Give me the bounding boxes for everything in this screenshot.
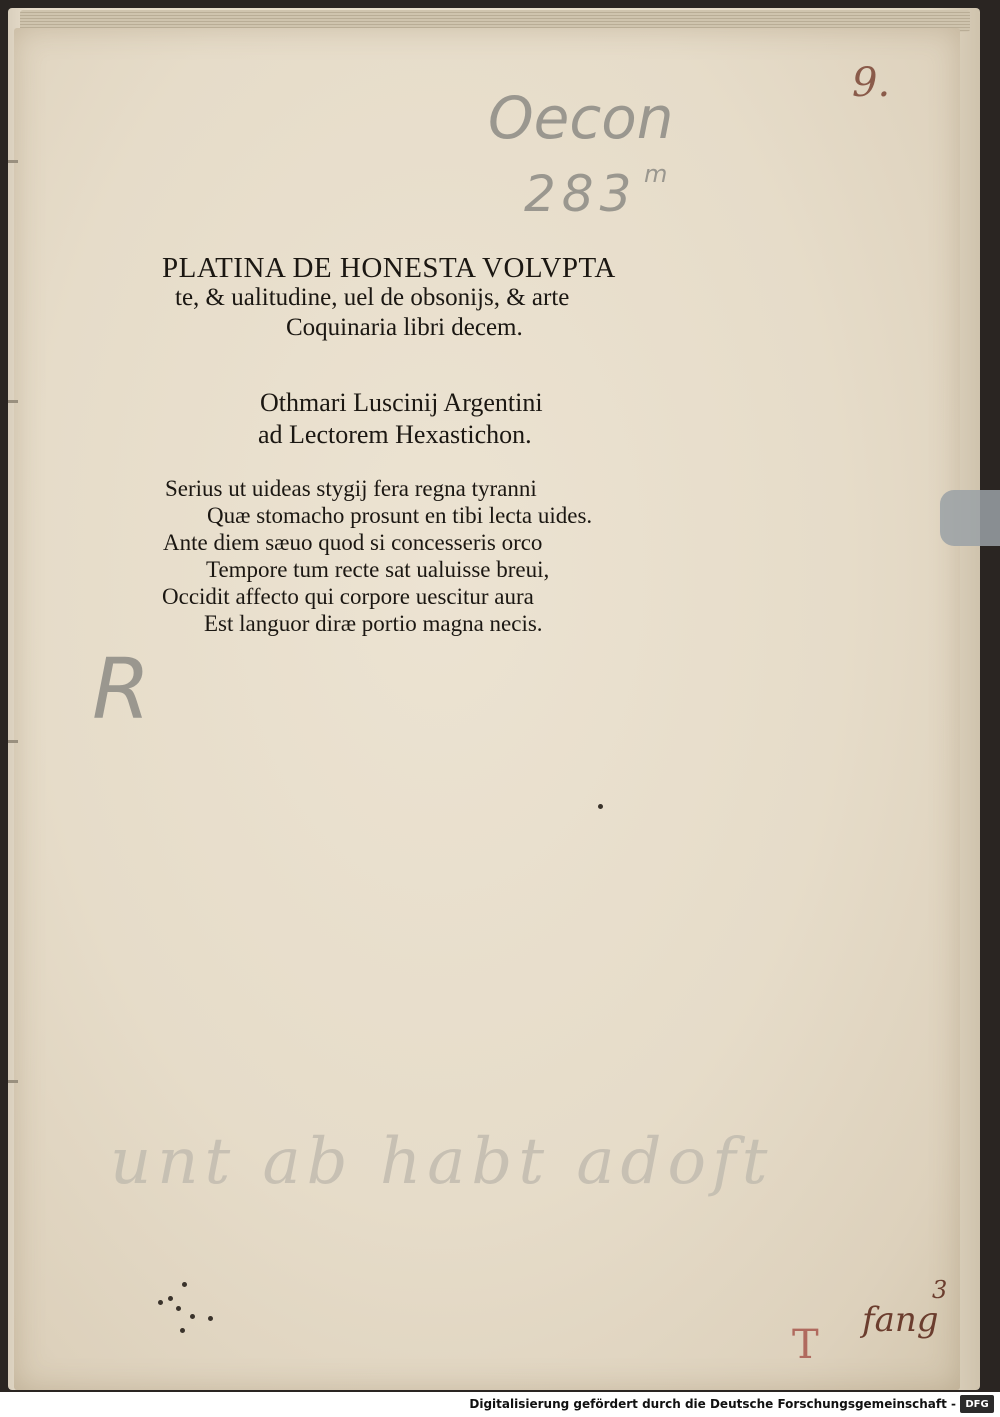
- footer-credit: Digitalisierung gefördert durch die Deutsche Forschungsgemeinschaft -: [469, 1397, 956, 1411]
- pencil-shelfmark-line1: Oecon: [488, 84, 674, 152]
- subtitle-line-2: ad Lectorem Hexastichon.: [258, 420, 532, 449]
- ink-dot: [176, 1306, 181, 1311]
- ink-dot: [208, 1316, 213, 1321]
- title-line-2: te, & ualitudine, uel de obsonijs, & arte: [175, 284, 570, 311]
- ink-dot: [182, 1282, 187, 1287]
- title-line-1: PLATINA DE HONESTA VOLVPTA: [162, 252, 616, 284]
- verse-line: Quæ stomacho prosunt en tibi lecta uides.: [207, 503, 593, 528]
- ink-dot: [598, 804, 603, 809]
- dfg-logo: DFG: [960, 1395, 994, 1413]
- red-mark: T: [792, 1322, 819, 1368]
- pencil-shelfmark-sup: m: [644, 160, 668, 188]
- faint-handwriting: unt ab habt adoft: [110, 1125, 774, 1199]
- binding-stitch: [8, 400, 18, 403]
- folio-number: 9.: [852, 60, 891, 106]
- pencil-margin-letter: R: [92, 640, 151, 738]
- subtitle-line-1: Othmari Luscinij Argentini: [260, 388, 543, 417]
- ink-dot: [168, 1296, 173, 1301]
- bookmark-tab: [940, 490, 1000, 546]
- pencil-shelfmark-line2: 283: [524, 165, 638, 223]
- ink-dot: [180, 1328, 185, 1333]
- binding-stitch: [8, 1080, 18, 1083]
- verse-line: Tempore tum recte sat ualuisse breui,: [206, 557, 550, 582]
- verse-line: Serius ut uideas stygij fera regna tyranni: [165, 476, 537, 501]
- binding-stitch: [8, 160, 18, 163]
- verse-line: Ante diem sæuo quod si concesseris orco: [163, 530, 543, 555]
- ink-dot: [158, 1300, 163, 1305]
- verse-line: Occidit affecto qui corpore uescitur aura: [162, 584, 534, 609]
- title-line-3: Coquinaria libri decem.: [286, 314, 523, 341]
- brown-mark-sup: 3: [932, 1276, 948, 1304]
- binding-stitch: [8, 740, 18, 743]
- ink-dot: [190, 1314, 195, 1319]
- brown-handwritten-mark: fang: [862, 1300, 939, 1340]
- digitization-footer: [0, 1392, 1000, 1417]
- verse-line: Est languor diræ portio magna necis.: [204, 611, 543, 636]
